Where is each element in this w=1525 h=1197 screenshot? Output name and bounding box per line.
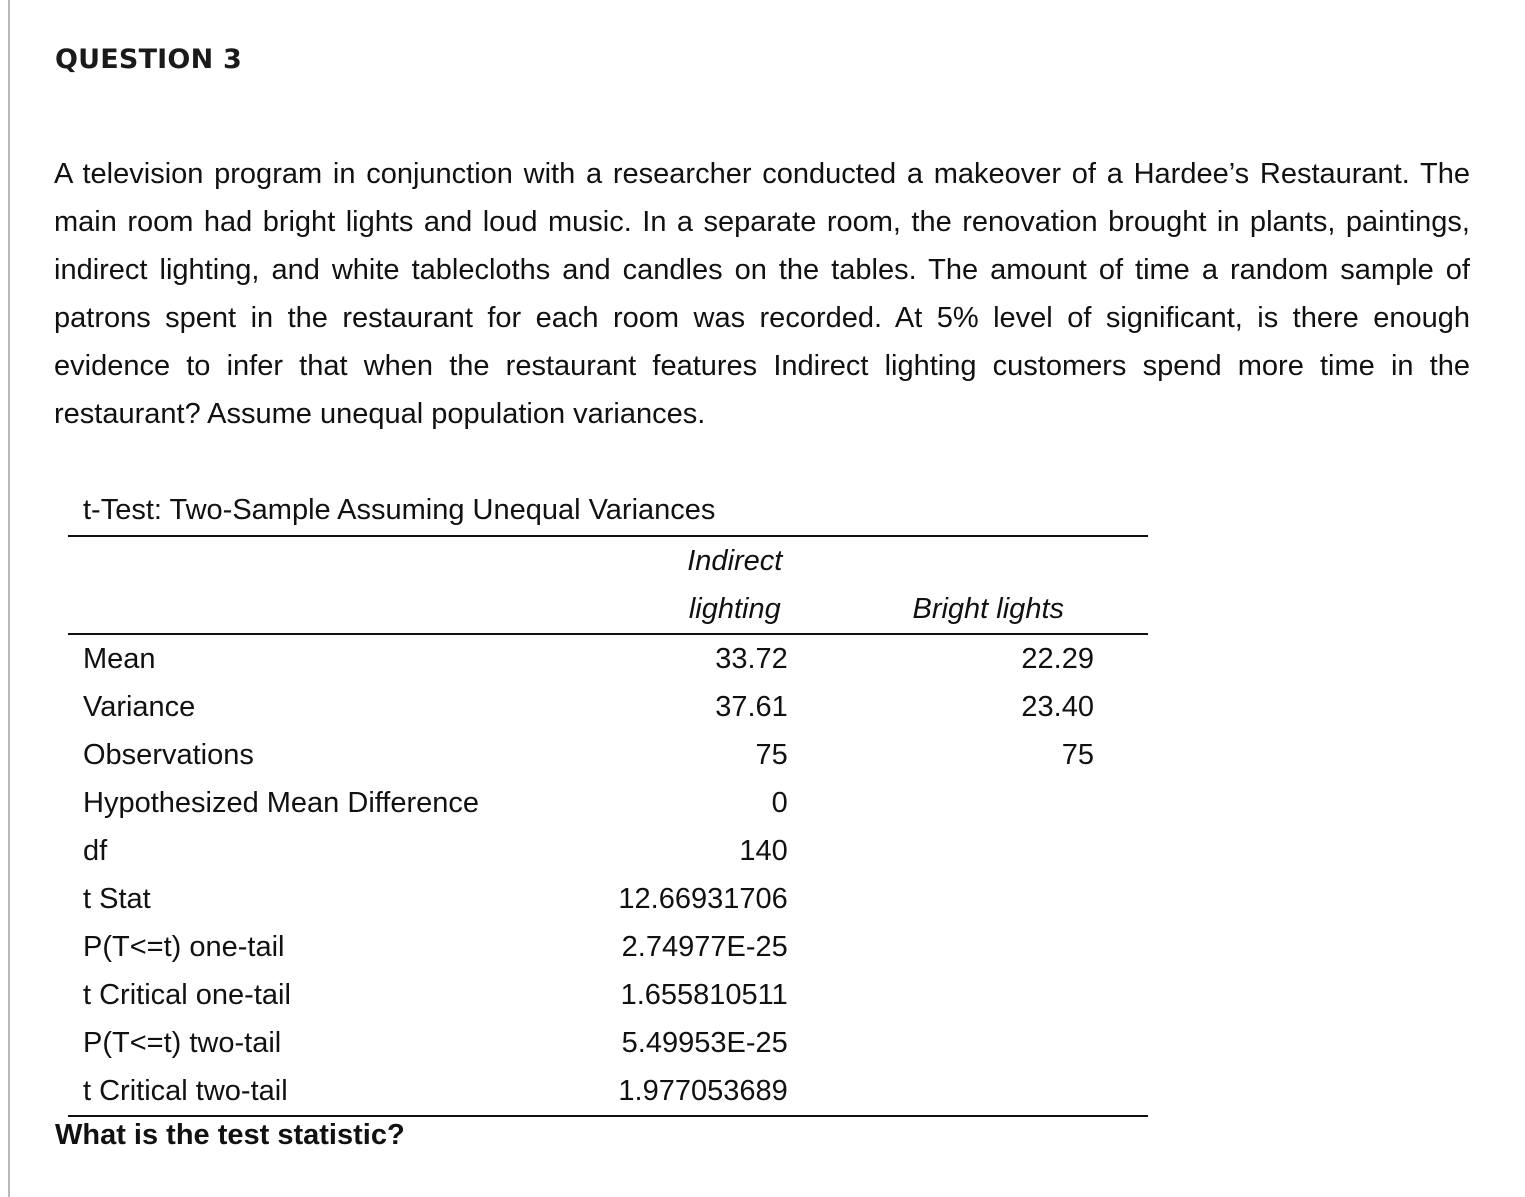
header-indirect-lighting bbox=[594, 537, 788, 634]
indirect-value: 37.61 bbox=[715, 691, 788, 723]
page-left-border bbox=[8, 0, 10, 1197]
bright-value: 23.40 bbox=[1021, 691, 1094, 723]
table-row bbox=[68, 779, 1148, 827]
table-row bbox=[68, 1067, 1148, 1116]
table-header-row bbox=[68, 537, 1148, 634]
bright-value bbox=[788, 1019, 1148, 1067]
row-label: t Stat bbox=[83, 883, 151, 915]
table-row bbox=[68, 971, 1148, 1019]
bright-value bbox=[788, 923, 1148, 971]
table-row bbox=[68, 827, 1148, 875]
bright-value bbox=[788, 827, 1148, 875]
row-label: df bbox=[83, 835, 108, 867]
bright-value bbox=[788, 971, 1148, 1019]
bright-value bbox=[788, 779, 1148, 827]
bright-value bbox=[788, 1067, 1148, 1116]
indirect-value: 5.49953E-25 bbox=[621, 1027, 788, 1059]
indirect-value: 1.977053689 bbox=[594, 1067, 788, 1116]
table-row bbox=[68, 1019, 1148, 1067]
row-label: Mean bbox=[83, 643, 156, 675]
table-row bbox=[68, 683, 1148, 731]
table-row bbox=[68, 875, 1148, 923]
indirect-value: 75 bbox=[755, 739, 788, 771]
test-statistic-prompt: What is the test statistic? bbox=[55, 1119, 405, 1151]
table-row bbox=[68, 634, 1148, 683]
question-text: A television program in conjunction with a researcher conducted a makeover of a Hardee’s Restaurant. The main room had bright lights and loud music. In a separate room, the renovation brought in plants, paintings, indirect lighting, and white tablecloths and candles on the tables. The amount of time a random sample of patrons spent in the restaurant for each room was recorded. At 5% level of significant, is there enough evidence to infer that when the restaurant features Indirect lighting customers spend more time in the restaurant? Assume unequal population variances. bbox=[54, 158, 1470, 430]
indirect-value: 0 bbox=[771, 787, 788, 819]
bright-value bbox=[788, 875, 1148, 923]
ttest-output-table bbox=[68, 488, 1148, 1117]
indirect-value: 140 bbox=[739, 835, 788, 867]
table-caption: t-Test: Two-Sample Assuming Unequal Variances bbox=[68, 488, 1148, 537]
header-indirect-line2: lighting bbox=[688, 593, 781, 625]
row-label: P(T<=t) two-tail bbox=[83, 1027, 282, 1059]
indirect-value: 12.66931706 bbox=[618, 883, 788, 915]
row-label: t Critical one-tail bbox=[83, 979, 291, 1011]
bright-value: 75 bbox=[1061, 739, 1094, 771]
row-label: Observations bbox=[83, 739, 254, 771]
indirect-value: 33.72 bbox=[715, 643, 788, 675]
indirect-value: 1.655810511 bbox=[620, 979, 788, 1011]
header-blank bbox=[68, 537, 594, 634]
bright-value: 22.29 bbox=[1021, 643, 1094, 675]
header-bright-lights: Bright lights bbox=[788, 537, 1148, 634]
table-row bbox=[68, 923, 1148, 971]
indirect-value: 2.74977E-25 bbox=[621, 931, 788, 963]
question-title: QUESTION 3 bbox=[55, 44, 242, 75]
row-label: P(T<=t) one-tail bbox=[83, 931, 285, 963]
row-label: t Critical two-tail bbox=[68, 1067, 594, 1116]
stats-table bbox=[68, 537, 1148, 1117]
row-label: Variance bbox=[83, 691, 196, 723]
row-label: Hypothesized Mean Difference bbox=[83, 787, 480, 819]
table-row bbox=[68, 731, 1148, 779]
header-indirect-line1: Indirect bbox=[687, 545, 783, 577]
